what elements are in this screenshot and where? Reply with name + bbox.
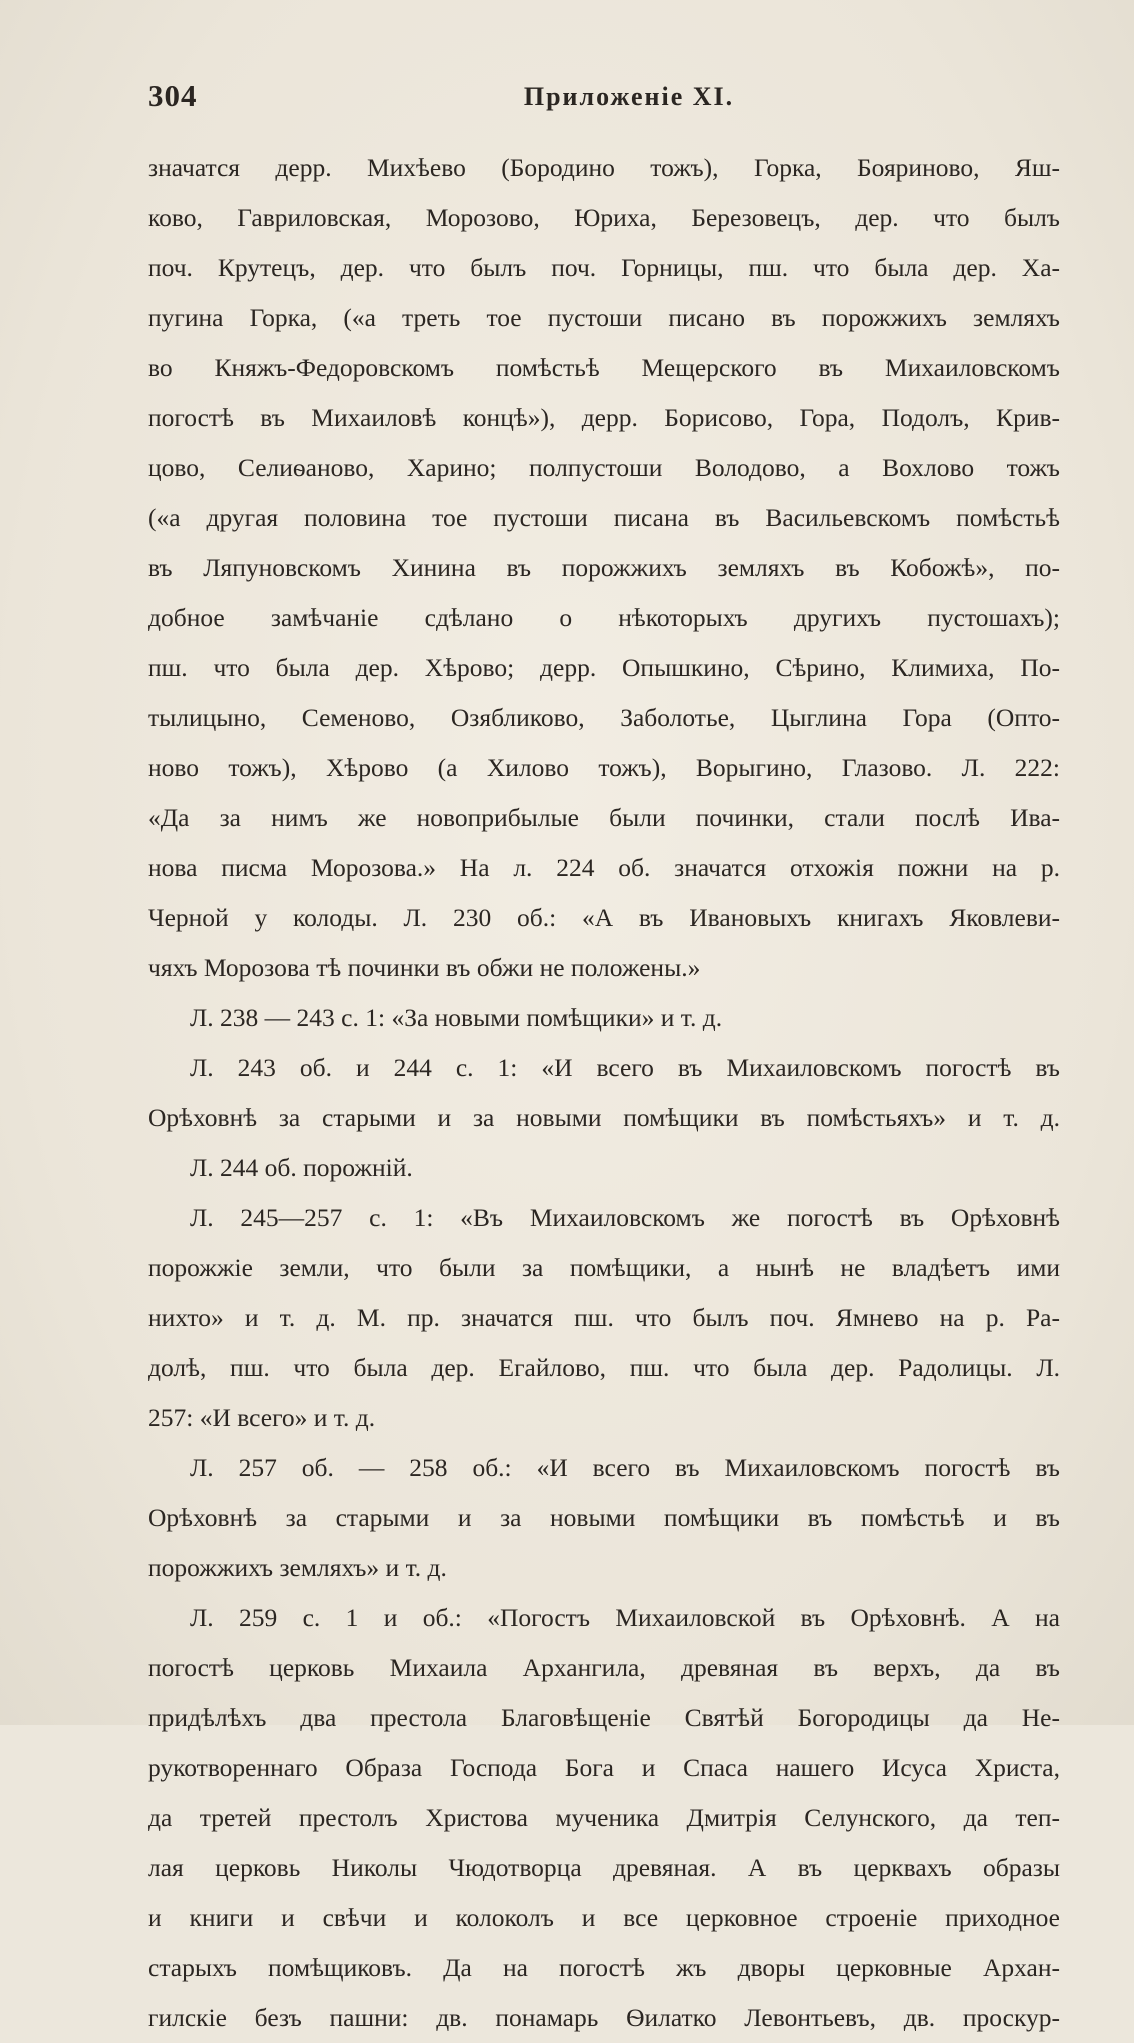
text-line: ново тожъ), Хѣрово (а Хилово тожъ), Ворыгино, Глазово. Л. 222: bbox=[148, 753, 1060, 782]
text-line: пугина Горка, («а треть тое пустоши писано въ порожжихъ земляхъ bbox=[148, 303, 1060, 332]
text-line: Л. 243 об. и 244 с. 1: «И всего въ Михаиловскомъ погостѣ въ bbox=[190, 1053, 1060, 1082]
text-line: Орѣховнѣ за старыми и за новыми помѣщики въ помѣстьяхъ» и т. д. bbox=[148, 1103, 1060, 1132]
text-line: добное замѣчаніе сдѣлано о нѣкоторыхъ другихъ пустошахъ); bbox=[148, 603, 1060, 632]
text-line: «Да за нимъ же новоприбылые были починки, стали послѣ Ива- bbox=[148, 803, 1060, 832]
text-line: Л. 244 об. порожній. bbox=[190, 1153, 413, 1182]
text-line: погостѣ церковь Михаила Архангила, древяная въ верхъ, да въ bbox=[148, 1653, 1060, 1682]
text-line: погостѣ въ Михаиловѣ концѣ»), дерр. Борисово, Гора, Подолъ, Крив- bbox=[148, 403, 1060, 432]
text-line: рукотвореннаго Образа Господа Бога и Спаса нашего Исуса Христа, bbox=[148, 1753, 1060, 1782]
body-text bbox=[148, 143, 1060, 2043]
text-line: пш. что была дер. Хѣрово; дерр. Опышкино, Сѣрино, Климиха, По- bbox=[148, 653, 1060, 682]
text-line: Л. 257 об. — 258 об.: «И всего въ Михаиловскомъ погостѣ въ bbox=[190, 1453, 1060, 1482]
text-line: Черной у колоды. Л. 230 об.: «А въ Ивановыхъ книгахъ Яковлеви- bbox=[148, 903, 1060, 932]
text-line: Орѣховнѣ за старыми и за новыми помѣщики въ помѣстьѣ и въ bbox=[148, 1503, 1060, 1532]
text-line: нихто» и т. д. М. пр. значатся пш. что былъ поч. Ямнево на р. Ра- bbox=[148, 1303, 1060, 1332]
text-line: чяхъ Морозова тѣ починки въ обжи не положены.» bbox=[148, 953, 701, 982]
page-header bbox=[148, 78, 1060, 122]
text-line: въ Ляпуновскомъ Хинина въ порожжихъ земляхъ въ Кобожѣ», по- bbox=[148, 553, 1060, 582]
text-line: Л. 238 — 243 с. 1: «За новыми помѣщики» и т. д. bbox=[190, 1003, 723, 1032]
text-line: лая церковь Николы Чюдотворца древяная. А въ церквахъ образы bbox=[148, 1853, 1060, 1882]
text-line: нова писма Морозова.» На л. 224 об. значатся отхожія пожни на р. bbox=[148, 853, 1060, 882]
text-line: порожжіе земли, что были за помѣщики, а нынѣ не владѣетъ ими bbox=[148, 1253, 1060, 1282]
text-line: поч. Крутецъ, дер. что былъ поч. Горницы, пш. что была дер. Ха- bbox=[148, 253, 1060, 282]
text-line: («а другая половина тое пустоши писана въ Васильевскомъ помѣстьѣ bbox=[148, 503, 1060, 532]
text-line: цово, Селиѳаново, Харино; полпустоши Володово, а Вохлово тожъ bbox=[148, 453, 1060, 482]
text-line: да третей престолъ Христова мученика Дмитрія Селунского, да теп- bbox=[148, 1803, 1060, 1832]
text-line: Л. 259 с. 1 и об.: «Погостъ Михаиловской въ Орѣховнѣ. А на bbox=[190, 1603, 1060, 1632]
text-line: придѣлѣхъ два престола Благовѣщеніе Святѣй Богородицы да Не- bbox=[148, 1703, 1060, 1732]
text-line: Л. 245—257 с. 1: «Въ Михаиловскомъ же погостѣ въ Орѣховнѣ bbox=[190, 1203, 1060, 1232]
text-line: ково, Гавриловская, Морозово, Юриха, Березовецъ, дер. что былъ bbox=[148, 203, 1060, 232]
text-line: и книги и свѣчи и колоколъ и все церковное строеніе приходное bbox=[148, 1903, 1060, 1932]
text-line: 257: «И всего» и т. д. bbox=[148, 1403, 376, 1432]
text-line: во Княжъ-Федоровскомъ помѣстьѣ Мещерского въ Михаиловскомъ bbox=[148, 353, 1060, 382]
text-line: тылицыно, Семеново, Озябликово, Заболотье, Цыглина Гора (Опто- bbox=[148, 703, 1060, 732]
text-line: долѣ, пш. что была дер. Егайлово, пш. что была дер. Радолицы. Л. bbox=[148, 1353, 1060, 1382]
running-title: Приложеніе XI. bbox=[523, 82, 735, 111]
page-number: 304 bbox=[148, 78, 198, 113]
text-line: гилскіе безъ пашни: дв. понамарь Ѳилатко Левонтьевъ, дв. проскур- bbox=[148, 2003, 1060, 2032]
text-line: старыхъ помѣщиковъ. Да на погостѣ жъ дворы церковные Архан- bbox=[148, 1953, 1060, 1982]
text-line: значатся дерр. Михѣево (Бородино тожъ), Горка, Бояриново, Яш- bbox=[148, 153, 1060, 182]
text-line: порожжихъ земляхъ» и т. д. bbox=[148, 1553, 447, 1582]
